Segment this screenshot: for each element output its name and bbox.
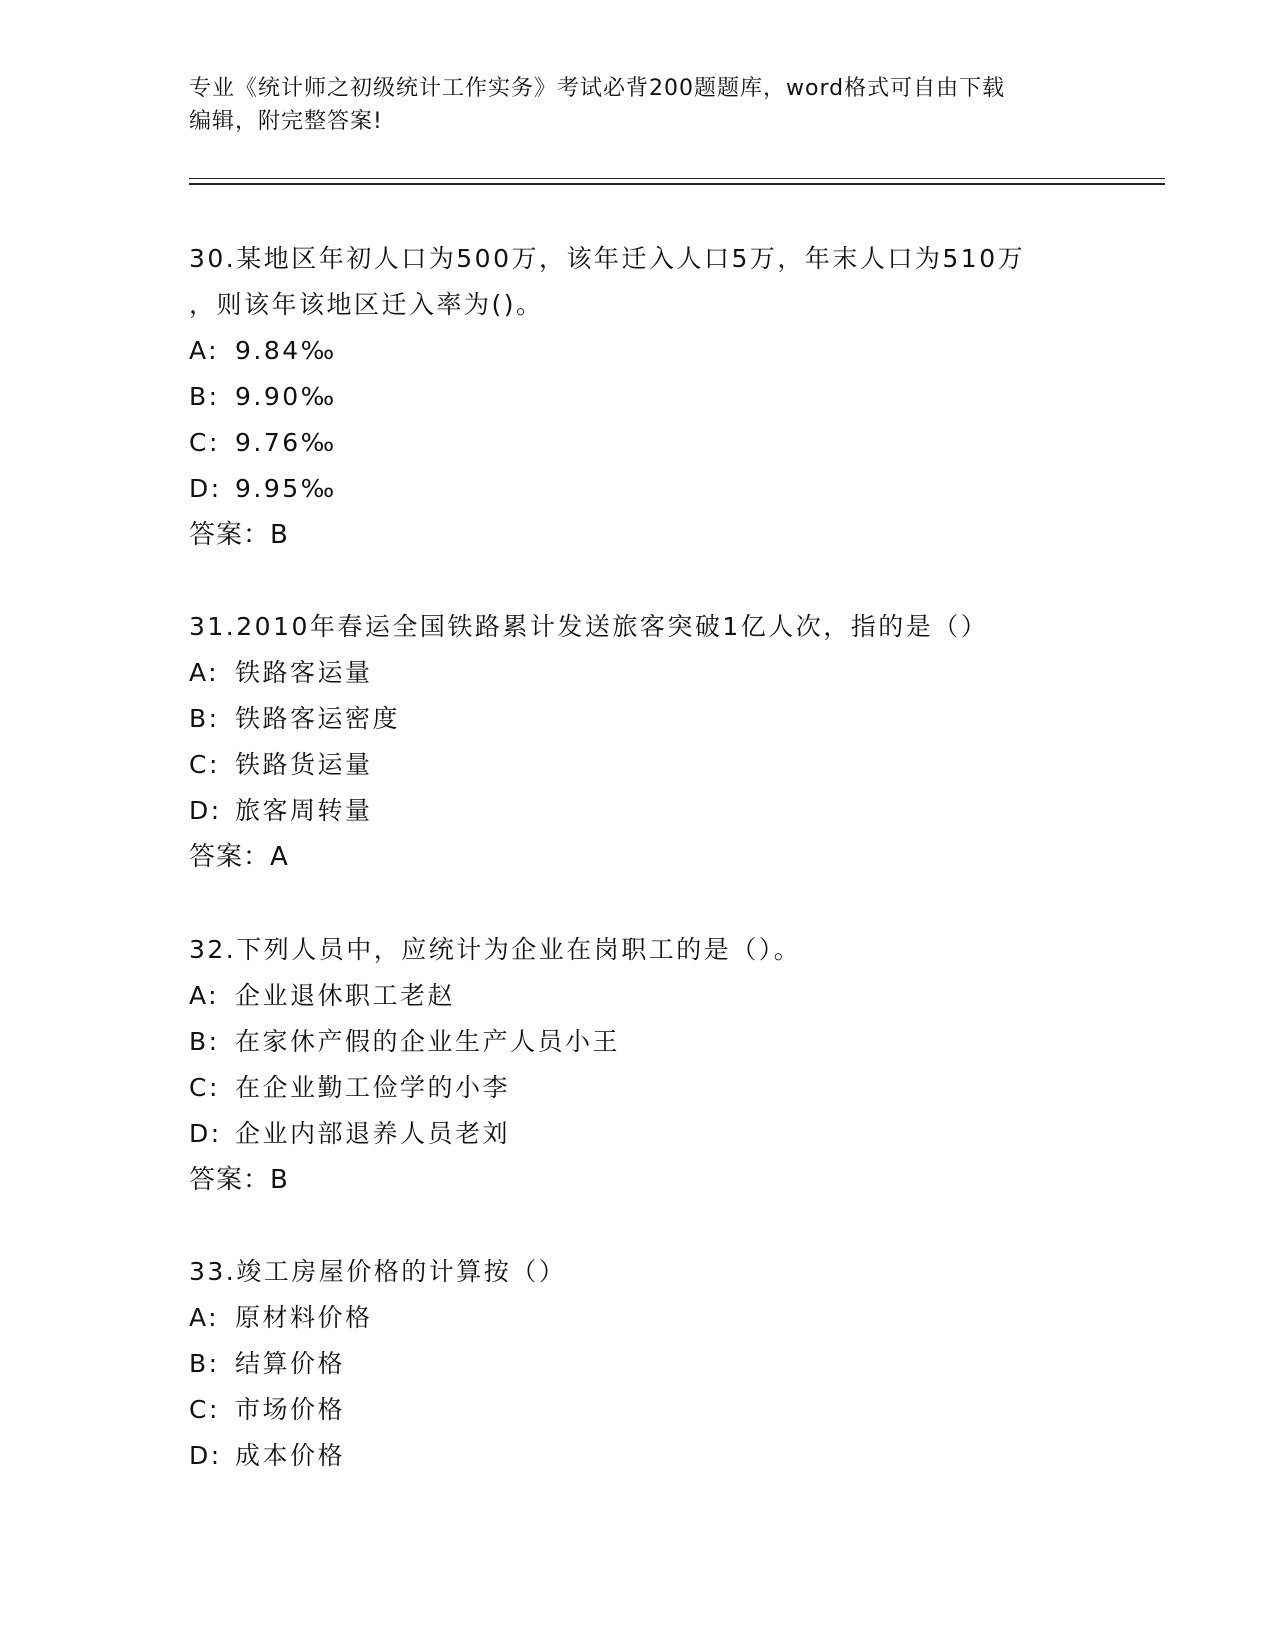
question-title: 30.某地区年初人口为500万，该年迁入人口5万，年末人口为510万 (189, 244, 1026, 273)
option-d (189, 788, 1089, 834)
question-title: 31.2010年春运全国铁路累计发送旅客突破1亿人次，指的是（） (189, 612, 989, 641)
option-letter: C: (189, 750, 220, 779)
option-text: 9.76‰ (235, 428, 337, 457)
option-text: 旅客周转量 (235, 796, 373, 825)
option-text: 市场价格 (235, 1395, 346, 1424)
option-text: 企业内部退养人员老刘 (235, 1119, 511, 1148)
option-d (189, 1433, 1089, 1479)
option-text: 9.90‰ (235, 382, 337, 411)
option-letter: C: (189, 428, 220, 457)
option-b (189, 374, 1089, 420)
option-c (189, 742, 1089, 788)
option-letter: C: (189, 1073, 220, 1102)
question-title: 32.下列人员中，应统计为企业在岗职工的是（）。 (189, 935, 802, 964)
option-text: 成本价格 (235, 1441, 346, 1470)
option-letter: B: (189, 1349, 220, 1378)
option-letter: A: (189, 1303, 220, 1332)
option-letter: A: (189, 981, 220, 1010)
option-letter: A: (189, 658, 220, 687)
option-text: 结算价格 (235, 1349, 346, 1378)
option-text: 铁路客运密度 (235, 704, 401, 733)
option-b (189, 696, 1089, 742)
option-text: 在家休产假的企业生产人员小王 (235, 1027, 621, 1056)
option-letter: B: (189, 1027, 220, 1056)
option-letter: D: (189, 1119, 222, 1148)
header-line-2: 编辑，附完整答案! (189, 109, 383, 134)
option-text: 铁路客运量 (235, 658, 373, 687)
option-letter: D: (189, 474, 222, 503)
header-divider-thin (189, 178, 1165, 179)
option-b (189, 1019, 1089, 1065)
option-d (189, 466, 1089, 512)
option-a (189, 328, 1089, 374)
option-a (189, 1295, 1089, 1341)
option-text: 在企业勤工俭学的小李 (235, 1073, 511, 1102)
option-letter: C: (189, 1395, 220, 1424)
answer: 答案：A (189, 842, 289, 872)
option-b (189, 1341, 1089, 1387)
option-text: 企业退休职工老赵 (235, 981, 456, 1010)
option-letter: A: (189, 336, 220, 365)
question-30 (189, 236, 1089, 558)
header-divider-thick (189, 183, 1165, 185)
question-33 (189, 1249, 1089, 1479)
document-header (189, 72, 1089, 138)
option-c (189, 1065, 1089, 1111)
option-letter: D: (189, 796, 222, 825)
option-letter: B: (189, 704, 220, 733)
option-a (189, 973, 1089, 1019)
option-text: 原材料价格 (235, 1303, 373, 1332)
option-text: 9.84‰ (235, 336, 337, 365)
answer: 答案：B (189, 520, 289, 550)
question-title-continued: ，则该年该地区迁入率为()。 (189, 290, 544, 319)
option-a (189, 650, 1089, 696)
option-text: 9.95‰ (235, 474, 337, 503)
option-text: 铁路货运量 (235, 750, 373, 779)
header-line-1: 专业《统计师之初级统计工作实务》考试必背200题题库，word格式可自由下载 (189, 76, 1006, 101)
option-d (189, 1111, 1089, 1157)
option-c (189, 420, 1089, 466)
option-c (189, 1387, 1089, 1433)
option-letter: D: (189, 1441, 222, 1470)
answer: 答案：B (189, 1165, 289, 1195)
question-32 (189, 927, 1089, 1203)
question-31 (189, 604, 1089, 880)
question-title: 33.竣工房屋价格的计算按（） (189, 1257, 567, 1286)
option-letter: B: (189, 382, 220, 411)
